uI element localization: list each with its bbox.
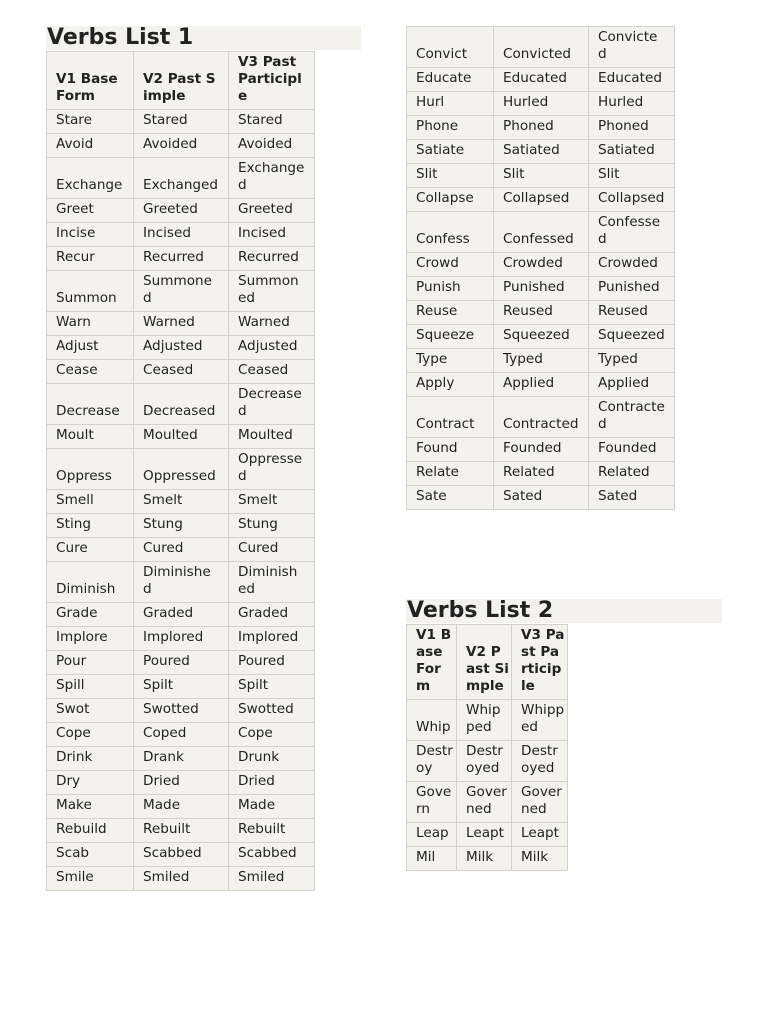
- cell-v2-past-simple: Confessed: [494, 212, 589, 253]
- cell-v3-past-participle: Leapt: [512, 823, 568, 847]
- cell-v1-base-form: Pour: [47, 651, 134, 675]
- cell-v2-past-simple: Collapsed: [494, 188, 589, 212]
- cell-v2-past-simple: Hurled: [494, 92, 589, 116]
- cell-v1-base-form: Swot: [47, 699, 134, 723]
- column-header-v1: V1 Base Form: [47, 52, 134, 110]
- cell-v2-past-simple: Graded: [134, 603, 229, 627]
- cell-v3-past-participle: Exchanged: [229, 158, 315, 199]
- cell-v1-base-form: Oppress: [47, 449, 134, 490]
- table-row: [407, 397, 675, 438]
- cell-v2-past-simple: Sated: [494, 486, 589, 510]
- column-header-v2: V2 Past Simple: [134, 52, 229, 110]
- cell-v1-base-form: Sting: [47, 514, 134, 538]
- cell-v1-base-form: Govern: [407, 782, 457, 823]
- cell-v3-past-participle: Confessed: [589, 212, 675, 253]
- cell-v1-base-form: Make: [47, 795, 134, 819]
- table-row: [407, 277, 675, 301]
- table-row: [47, 514, 315, 538]
- table-row: [407, 140, 675, 164]
- cell-v1-base-form: Educate: [407, 68, 494, 92]
- cell-v1-base-form: Warn: [47, 312, 134, 336]
- cell-v3-past-participle: Dried: [229, 771, 315, 795]
- column-header-v3: V3 Past Participle: [229, 52, 315, 110]
- cell-v3-past-participle: Incised: [229, 223, 315, 247]
- table-row: [407, 164, 675, 188]
- cell-v3-past-participle: Satiated: [589, 140, 675, 164]
- table-row: [47, 425, 315, 449]
- table-row: [407, 301, 675, 325]
- column-header-v2: V2 Past Simple: [457, 625, 512, 700]
- cell-v1-base-form: Squeeze: [407, 325, 494, 349]
- cell-v2-past-simple: Diminished: [134, 562, 229, 603]
- cell-v2-past-simple: Related: [494, 462, 589, 486]
- table-row: [407, 741, 568, 782]
- cell-v2-past-simple: Spilt: [134, 675, 229, 699]
- cell-v3-past-participle: Convicted: [589, 27, 675, 68]
- cell-v3-past-participle: Stared: [229, 110, 315, 134]
- table-row: [47, 271, 315, 312]
- cell-v3-past-participle: Ceased: [229, 360, 315, 384]
- cell-v1-base-form: Satiate: [407, 140, 494, 164]
- cell-v2-past-simple: Ceased: [134, 360, 229, 384]
- cell-v2-past-simple: Whipped: [457, 700, 512, 741]
- cell-v1-base-form: Exchange: [47, 158, 134, 199]
- cell-v2-past-simple: Warned: [134, 312, 229, 336]
- table-row: [407, 68, 675, 92]
- table-row: [407, 700, 568, 741]
- table-row: [407, 373, 675, 397]
- table-row: [47, 562, 315, 603]
- list2-title: Verbs List 2: [406, 599, 722, 623]
- cell-v1-base-form: Found: [407, 438, 494, 462]
- table-row: [407, 27, 675, 68]
- table-row: [47, 449, 315, 490]
- cell-v3-past-participle: Diminished: [229, 562, 315, 603]
- cell-v2-past-simple: Applied: [494, 373, 589, 397]
- cell-v1-base-form: Sate: [407, 486, 494, 510]
- cell-v3-past-participle: Adjusted: [229, 336, 315, 360]
- list1-title: Verbs List 1: [46, 26, 361, 50]
- cell-v2-past-simple: Swotted: [134, 699, 229, 723]
- column-header-v1: V1 Base Form: [407, 625, 457, 700]
- cell-v1-base-form: Drink: [47, 747, 134, 771]
- cell-v3-past-participle: Rebuilt: [229, 819, 315, 843]
- table-row: [47, 538, 315, 562]
- cell-v2-past-simple: Contracted: [494, 397, 589, 438]
- cell-v2-past-simple: Moulted: [134, 425, 229, 449]
- cell-v3-past-participle: Destroyed: [512, 741, 568, 782]
- cell-v1-base-form: Hurl: [407, 92, 494, 116]
- list2-table: [406, 624, 568, 871]
- cell-v2-past-simple: Crowded: [494, 253, 589, 277]
- table-row: [47, 771, 315, 795]
- cell-v1-base-form: Relate: [407, 462, 494, 486]
- cell-v1-base-form: Stare: [47, 110, 134, 134]
- cell-v1-base-form: Crowd: [407, 253, 494, 277]
- cell-v1-base-form: Leap: [407, 823, 457, 847]
- cell-v2-past-simple: Convicted: [494, 27, 589, 68]
- cell-v3-past-participle: Swotted: [229, 699, 315, 723]
- cell-v2-past-simple: Scabbed: [134, 843, 229, 867]
- cell-v2-past-simple: Milk: [457, 847, 512, 871]
- list1-table: [46, 51, 315, 891]
- cell-v1-base-form: Cure: [47, 538, 134, 562]
- cell-v3-past-participle: Moulted: [229, 425, 315, 449]
- table-row: [47, 247, 315, 271]
- table-row: [407, 92, 675, 116]
- cell-v1-base-form: Collapse: [407, 188, 494, 212]
- cell-v2-past-simple: Exchanged: [134, 158, 229, 199]
- cell-v1-base-form: Convict: [407, 27, 494, 68]
- table-row: [407, 253, 675, 277]
- cell-v3-past-participle: Founded: [589, 438, 675, 462]
- cell-v1-base-form: Cease: [47, 360, 134, 384]
- cell-v3-past-participle: Punished: [589, 277, 675, 301]
- cell-v1-base-form: Scab: [47, 843, 134, 867]
- cell-v3-past-participle: Crowded: [589, 253, 675, 277]
- cell-v2-past-simple: Drank: [134, 747, 229, 771]
- cell-v3-past-participle: Collapsed: [589, 188, 675, 212]
- cell-v3-past-participle: Drunk: [229, 747, 315, 771]
- cell-v3-past-participle: Made: [229, 795, 315, 819]
- table-row: [47, 795, 315, 819]
- cell-v3-past-participle: Governed: [512, 782, 568, 823]
- cell-v2-past-simple: Adjusted: [134, 336, 229, 360]
- table-row: [47, 336, 315, 360]
- cell-v2-past-simple: Squeezed: [494, 325, 589, 349]
- cell-v2-past-simple: Phoned: [494, 116, 589, 140]
- cell-v1-base-form: Smile: [47, 867, 134, 891]
- table-row: [407, 212, 675, 253]
- table-row: [407, 847, 568, 871]
- cell-v1-base-form: Apply: [407, 373, 494, 397]
- table-row: [47, 747, 315, 771]
- cell-v3-past-participle: Cured: [229, 538, 315, 562]
- table-row: [47, 651, 315, 675]
- table-row: [407, 438, 675, 462]
- cell-v2-past-simple: Summoned: [134, 271, 229, 312]
- cell-v1-base-form: Mil: [407, 847, 457, 871]
- cell-v1-base-form: Destroy: [407, 741, 457, 782]
- table-row: [47, 490, 315, 514]
- cell-v1-base-form: Dry: [47, 771, 134, 795]
- table-row: [407, 782, 568, 823]
- table-row: [47, 819, 315, 843]
- cell-v2-past-simple: Avoided: [134, 134, 229, 158]
- cell-v1-base-form: Summon: [47, 271, 134, 312]
- cell-v1-base-form: Greet: [47, 199, 134, 223]
- cell-v1-base-form: Incise: [47, 223, 134, 247]
- table-row: [407, 823, 568, 847]
- table-row: [47, 158, 315, 199]
- table-row: [407, 462, 675, 486]
- cell-v3-past-participle: Contracted: [589, 397, 675, 438]
- cell-v1-base-form: Rebuild: [47, 819, 134, 843]
- table-row: [47, 134, 315, 158]
- cell-v2-past-simple: Typed: [494, 349, 589, 373]
- cell-v1-base-form: Phone: [407, 116, 494, 140]
- table-row: [47, 384, 315, 425]
- cell-v2-past-simple: Made: [134, 795, 229, 819]
- cell-v3-past-participle: Smelt: [229, 490, 315, 514]
- cell-v3-past-participle: Graded: [229, 603, 315, 627]
- cell-v3-past-participle: Reused: [589, 301, 675, 325]
- cell-v1-base-form: Avoid: [47, 134, 134, 158]
- cell-v3-past-participle: Sated: [589, 486, 675, 510]
- table-row: [47, 110, 315, 134]
- table-row: [47, 699, 315, 723]
- table-row: [407, 349, 675, 373]
- cell-v3-past-participle: Poured: [229, 651, 315, 675]
- cell-v2-past-simple: Greeted: [134, 199, 229, 223]
- table-row: [47, 312, 315, 336]
- cell-v1-base-form: Confess: [407, 212, 494, 253]
- table-row: [47, 199, 315, 223]
- cell-v2-past-simple: Satiated: [494, 140, 589, 164]
- cell-v2-past-simple: Smelt: [134, 490, 229, 514]
- cell-v3-past-participle: Stung: [229, 514, 315, 538]
- column-header-v3: V3 Past Participle: [512, 625, 568, 700]
- cell-v3-past-participle: Cope: [229, 723, 315, 747]
- table-header-row: [47, 52, 315, 110]
- table-row: [47, 627, 315, 651]
- cell-v3-past-participle: Oppressed: [229, 449, 315, 490]
- list1-continued-table: [406, 26, 675, 510]
- cell-v3-past-participle: Milk: [512, 847, 568, 871]
- cell-v1-base-form: Decrease: [47, 384, 134, 425]
- cell-v1-base-form: Grade: [47, 603, 134, 627]
- cell-v2-past-simple: Leapt: [457, 823, 512, 847]
- table-row: [47, 675, 315, 699]
- table-row: [407, 116, 675, 140]
- cell-v2-past-simple: Poured: [134, 651, 229, 675]
- cell-v1-base-form: Type: [407, 349, 494, 373]
- cell-v2-past-simple: Slit: [494, 164, 589, 188]
- table-row: [47, 867, 315, 891]
- cell-v1-base-form: Adjust: [47, 336, 134, 360]
- cell-v2-past-simple: Governed: [457, 782, 512, 823]
- cell-v1-base-form: Reuse: [407, 301, 494, 325]
- cell-v2-past-simple: Destroyed: [457, 741, 512, 782]
- cell-v3-past-participle: Scabbed: [229, 843, 315, 867]
- cell-v2-past-simple: Cured: [134, 538, 229, 562]
- cell-v1-base-form: Slit: [407, 164, 494, 188]
- table-row: [407, 486, 675, 510]
- cell-v1-base-form: Implore: [47, 627, 134, 651]
- cell-v3-past-participle: Applied: [589, 373, 675, 397]
- cell-v1-base-form: Diminish: [47, 562, 134, 603]
- cell-v2-past-simple: Incised: [134, 223, 229, 247]
- cell-v3-past-participle: Squeezed: [589, 325, 675, 349]
- table-row: [47, 603, 315, 627]
- cell-v3-past-participle: Smiled: [229, 867, 315, 891]
- cell-v1-base-form: Contract: [407, 397, 494, 438]
- cell-v2-past-simple: Punished: [494, 277, 589, 301]
- table-header-row: [407, 625, 568, 700]
- cell-v3-past-participle: Recurred: [229, 247, 315, 271]
- cell-v2-past-simple: Reused: [494, 301, 589, 325]
- cell-v3-past-participle: Related: [589, 462, 675, 486]
- cell-v3-past-participle: Greeted: [229, 199, 315, 223]
- table-row: [47, 843, 315, 867]
- cell-v2-past-simple: Smiled: [134, 867, 229, 891]
- table-row: [407, 188, 675, 212]
- cell-v2-past-simple: Coped: [134, 723, 229, 747]
- cell-v3-past-participle: Educated: [589, 68, 675, 92]
- table-row: [47, 360, 315, 384]
- cell-v2-past-simple: Stared: [134, 110, 229, 134]
- cell-v2-past-simple: Stung: [134, 514, 229, 538]
- cell-v1-base-form: Moult: [47, 425, 134, 449]
- cell-v3-past-participle: Warned: [229, 312, 315, 336]
- cell-v3-past-participle: Implored: [229, 627, 315, 651]
- cell-v2-past-simple: Founded: [494, 438, 589, 462]
- cell-v2-past-simple: Decreased: [134, 384, 229, 425]
- cell-v3-past-participle: Hurled: [589, 92, 675, 116]
- cell-v3-past-participle: Whipped: [512, 700, 568, 741]
- cell-v2-past-simple: Dried: [134, 771, 229, 795]
- table-row: [47, 223, 315, 247]
- cell-v2-past-simple: Educated: [494, 68, 589, 92]
- cell-v1-base-form: Whip: [407, 700, 457, 741]
- cell-v2-past-simple: Implored: [134, 627, 229, 651]
- cell-v2-past-simple: Recurred: [134, 247, 229, 271]
- cell-v2-past-simple: Oppressed: [134, 449, 229, 490]
- cell-v3-past-participle: Decreased: [229, 384, 315, 425]
- cell-v3-past-participle: Spilt: [229, 675, 315, 699]
- table-row: [407, 325, 675, 349]
- cell-v2-past-simple: Rebuilt: [134, 819, 229, 843]
- cell-v3-past-participle: Summoned: [229, 271, 315, 312]
- cell-v3-past-participle: Phoned: [589, 116, 675, 140]
- cell-v1-base-form: Punish: [407, 277, 494, 301]
- cell-v3-past-participle: Avoided: [229, 134, 315, 158]
- table-row: [47, 723, 315, 747]
- cell-v1-base-form: Cope: [47, 723, 134, 747]
- cell-v3-past-participle: Typed: [589, 349, 675, 373]
- cell-v1-base-form: Smell: [47, 490, 134, 514]
- cell-v1-base-form: Spill: [47, 675, 134, 699]
- cell-v1-base-form: Recur: [47, 247, 134, 271]
- cell-v3-past-participle: Slit: [589, 164, 675, 188]
